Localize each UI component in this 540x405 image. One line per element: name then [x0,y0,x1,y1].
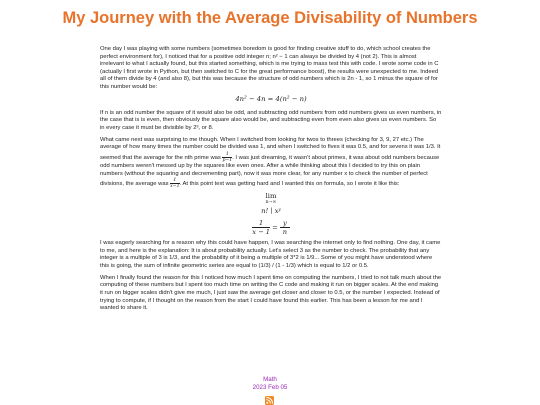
inline-fraction-2 [170,178,179,189]
category-link[interactable]: Math [263,376,277,383]
limit-expression [100,193,442,205]
paragraph-3-text-c: . At this point text was getting hard and I wanted this on formula, so I wrote it like this: [179,181,400,188]
fraction-denominator: x−1 [170,184,180,190]
limit-operator: lim [265,192,277,201]
paragraph-3-text-b: . I was just dreaming, it wasn't about primes, it was about odd numbers because odd numbers weren't messed up by the squares like even ones. After a while thinking about this I decided to try this on plain numbers (without the squaring and decrementing part), now it was more clear, for any number x to check the number of perfect divisions, the average was [100,154,440,188]
equation-block [100,193,442,236]
rhs-fraction [280,219,290,236]
equals-sign: = [272,223,278,232]
ratio-equation [100,219,442,236]
fraction-numerator: 1 [252,219,270,228]
divisibility-expression: n! ∣ xʸ [261,207,281,216]
paragraph-5: When I finally found the reason for this I noticed how much I spent time on computing the numbers, I tried to not talk much about the computing of these numbers but I spent too much time on writing the C code and making it run on bigger scales. At the end making it run on bigger scales didn't give me much, I just saw the average get closer and closer to 0.5, or the number I expected. Instead of trying to compute, if I thought on the reason from the start I could have found this earlier. This has been a lesson for me and I wanted to share it. [100,274,442,312]
fraction-denominator: n [282,228,287,237]
paragraph-3 [100,137,442,189]
fraction-numerator: 1 [170,178,179,184]
paragraph-1: One day I was playing with some numbers (sometimes boredom is good for finding creative stuff to do, which school creates the perfect environment for), I noticed that for a positive odd integer n; n² − 1 can always be divided by 4 (not 2). This is almost irrelevant to what I actually found, but this started something, which is me trying to mass test this with code. I wrote some code in C (actually I first wrote in Python, but then switched to C for the great performance boost), the results were unexpected to me. Indeed all of them divide by 4 (and also 8), but this was because the structure of odd numbers which is 2n - 1, so 1 minus the square of for this number would be: [100,46,439,90]
paragraph-2: If n is an odd number the square of it would also be odd, and subtracting odd numbers from odd numbers gives us even numbers, in the case that is is even, then obviously the square also would be, and subtracting even from even also gives us even numbers. So in every case it must be divisible by 2³, or 8. [100,109,442,131]
page-title: My Journey with the Average Divisability of Numbers [62,9,478,27]
equation-1: 4n² − 4n = 4(n² − n) [235,94,307,103]
paragraph-3-text-a: What came next was surprising to me though. When I switched from looking for twos to threes (checking for 3, 9, 27 etc.) The average of how many times the number could be divided was 1, and when I switched to fives it was 0.5, and for sevens it was 1/3. It seemed that the average for the nth prime was [100,136,441,161]
article-body [100,46,442,317]
fraction-denominator: x − 1 [252,228,270,237]
paragraph-4: I was eagerly searching for a reason why this could have happen, I was searching the internet only to find nothing. One day, it came to me, and here is the explanation: It is about probability actually. Let's select 3 as the number to check. The probability that any integer is a multiple of 3 is 1/3, and the probability of it being a multiple of 3*2 is 1/9... Some of you might have understood where this is going, the sum of infinite geometric series are equal to (1/3) / (1 - 1/3) which is equal to 1/2 or 0.5. [100,240,441,269]
fraction-numerator: y [280,219,290,228]
limit-subscript: n→∞ [265,200,277,206]
post-date: 2023 Feb 05 [252,384,288,391]
rss-icon[interactable] [265,396,274,405]
inline-fraction-1 [222,152,232,163]
lhs-fraction [252,219,270,236]
fraction-denominator: p−1 [222,157,233,163]
fraction-numerator: 1 [222,152,232,158]
